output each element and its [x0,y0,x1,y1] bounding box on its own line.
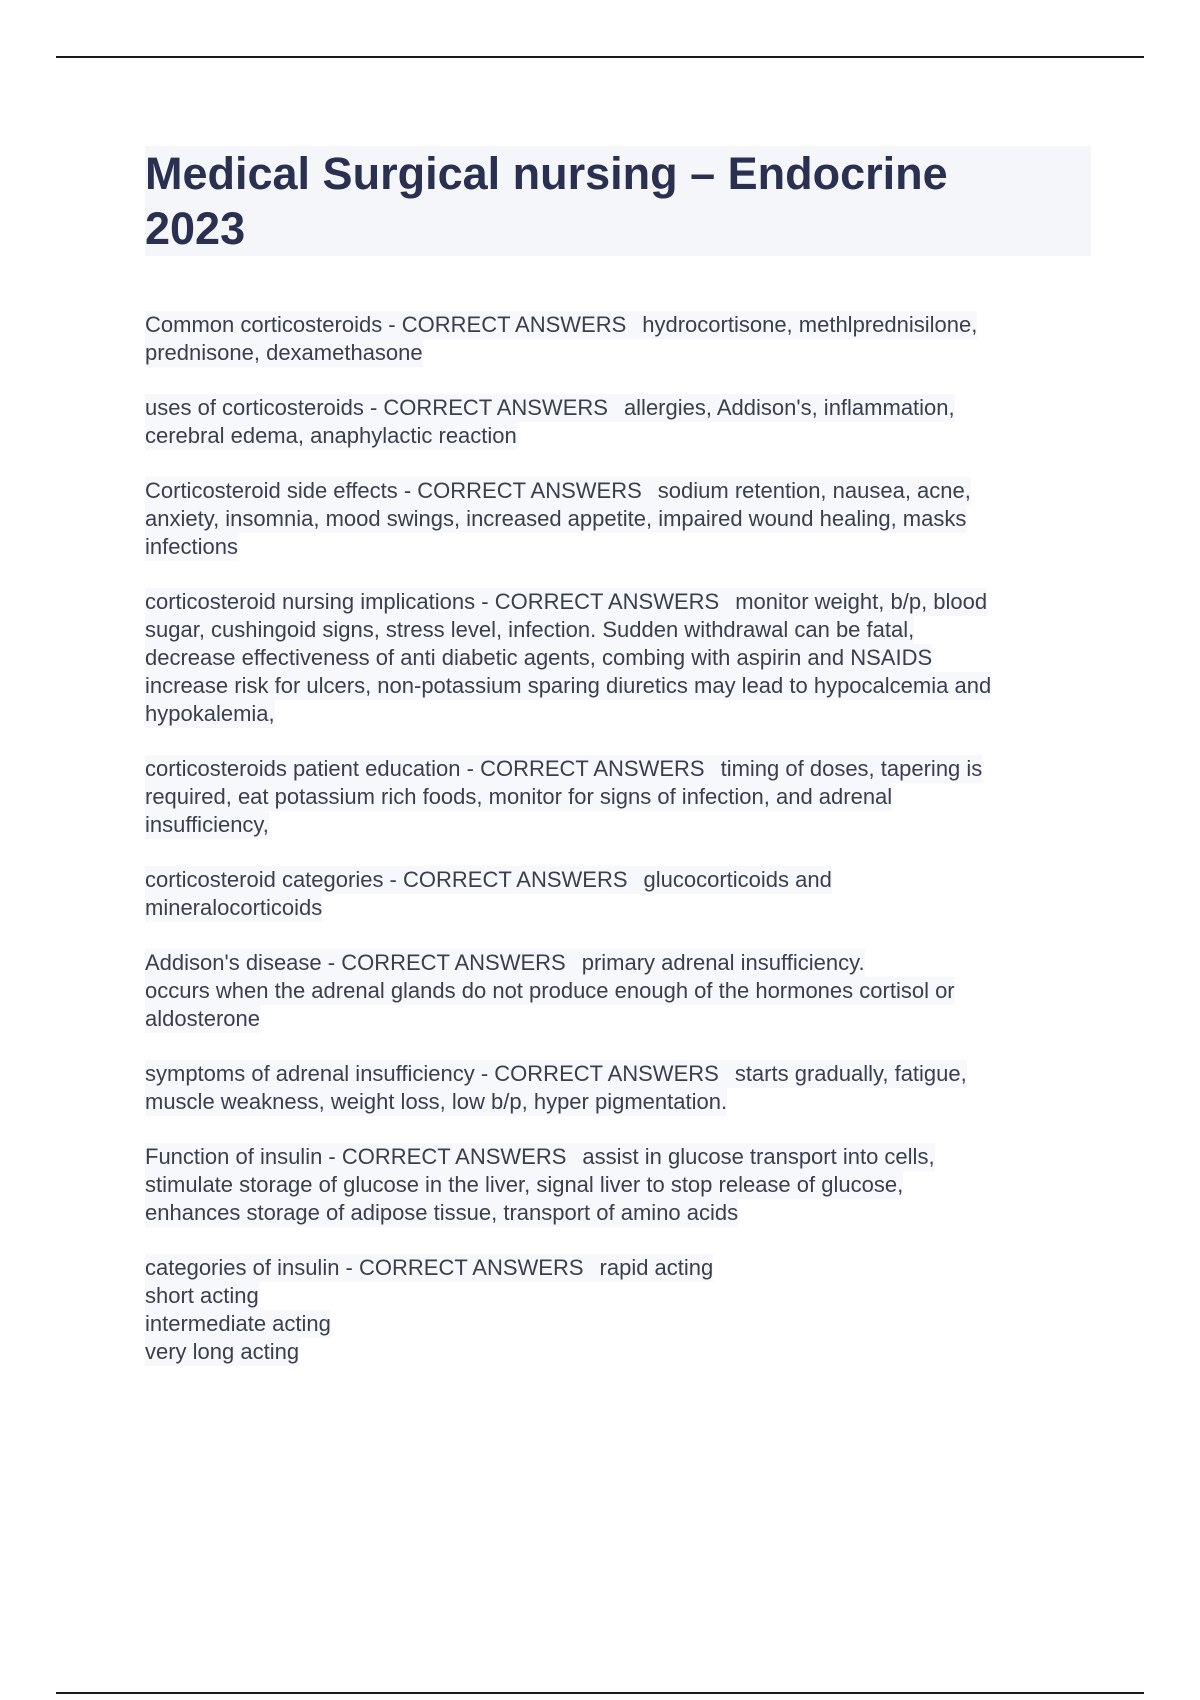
qa-line [145,949,865,977]
qa-line [145,866,832,894]
qa-line: anxiety, insomnia, mood swings, increased appetite, impaired wound healing, masks [145,506,967,531]
qa-line [145,1143,935,1171]
qa-line: insufficiency, [145,812,269,837]
document-body [145,146,1091,1393]
qa-line: increase risk for ulcers, non-potassium sparing diuretics may lead to hypocalcemia and [145,673,992,698]
title-line-1: Medical Surgical nursing – Endocrine [145,148,948,199]
qa-answer: sodium retention, nausea, acne, [657,478,971,503]
qa-item [145,311,1091,367]
qa-item [145,1143,1091,1227]
qa-term: corticosteroid nursing implications - CORRECT ANSWERS [145,589,720,614]
qa-line: short acting [145,1283,259,1308]
qa-line: intermediate acting [145,1311,331,1336]
qa-line: sugar, cushingoid signs, stress level, infection. Sudden withdrawal can be fatal, [145,617,915,642]
qa-line [145,1060,967,1088]
qa-term: corticosteroid categories - CORRECT ANSWERS [145,867,628,892]
qa-line: aldosterone [145,1006,260,1031]
qa-answer: rapid acting [599,1255,714,1280]
qa-line: required, eat potassium rich foods, monitor for signs of infection, and adrenal [145,784,893,809]
qa-item [145,949,1091,1033]
qa-line [145,477,971,505]
qa-line: hypokalemia, [145,701,275,726]
qa-item [145,588,1091,728]
qa-answer: allergies, Addison's, inflammation, [623,395,955,420]
qa-item [145,1060,1091,1116]
top-rule [56,56,1144,58]
qa-item [145,1254,1091,1366]
qa-term: Common corticosteroids - CORRECT ANSWERS [145,312,627,337]
qa-line [145,588,987,616]
qa-line [145,755,982,783]
qa-line [145,1254,713,1282]
qa-line [145,394,955,422]
qa-line: enhances storage of adipose tissue, transport of amino acids [145,1200,739,1225]
title-line-2: 2023 [145,203,246,254]
qa-item [145,477,1091,561]
qa-term: Addison's disease - CORRECT ANSWERS [145,950,566,975]
bottom-rule [56,1692,1144,1694]
qa-line: stimulate storage of glucose in the liver, signal liver to stop release of glucose, [145,1172,904,1197]
qa-answer: glucocorticoids and [643,867,832,892]
qa-term: uses of corticosteroids - CORRECT ANSWERS [145,395,608,420]
qa-line: infections [145,534,238,559]
qa-answer: hydrocortisone, methlprednisilone, [642,312,978,337]
qa-line: very long acting [145,1339,300,1364]
qa-line: cerebral edema, anaphylactic reaction [145,423,517,448]
qa-answer: timing of doses, tapering is [720,756,983,781]
qa-answer: monitor weight, b/p, blood [735,589,988,614]
qa-term: categories of insulin - CORRECT ANSWERS [145,1255,584,1280]
qa-item [145,866,1091,922]
qa-answer: starts gradually, fatigue, [734,1061,967,1086]
qa-line: decrease effectiveness of anti diabetic agents, combing with aspirin and NSAIDS [145,645,933,670]
qa-answer: assist in glucose transport into cells, [582,1144,935,1169]
qa-line: prednisone, dexamethasone [145,340,423,365]
qa-answer: primary adrenal insufficiency. [581,950,865,975]
qa-term: symptoms of adrenal insufficiency - CORRECT ANSWERS [145,1061,719,1086]
qa-line: mineralocorticoids [145,895,323,920]
qa-item [145,394,1091,450]
qa-line: muscle weakness, weight loss, low b/p, hyper pigmentation. [145,1089,728,1114]
qa-line [145,311,977,339]
qa-term: Corticosteroid side effects - CORRECT ANSWERS [145,478,642,503]
qa-list [145,311,1091,1366]
qa-line: occurs when the adrenal glands do not produce enough of the hormones cortisol or [145,978,955,1003]
document-title [145,146,1091,256]
qa-term: Function of insulin - CORRECT ANSWERS [145,1144,567,1169]
qa-item [145,755,1091,839]
qa-term: corticosteroids patient education - CORRECT ANSWERS [145,756,705,781]
